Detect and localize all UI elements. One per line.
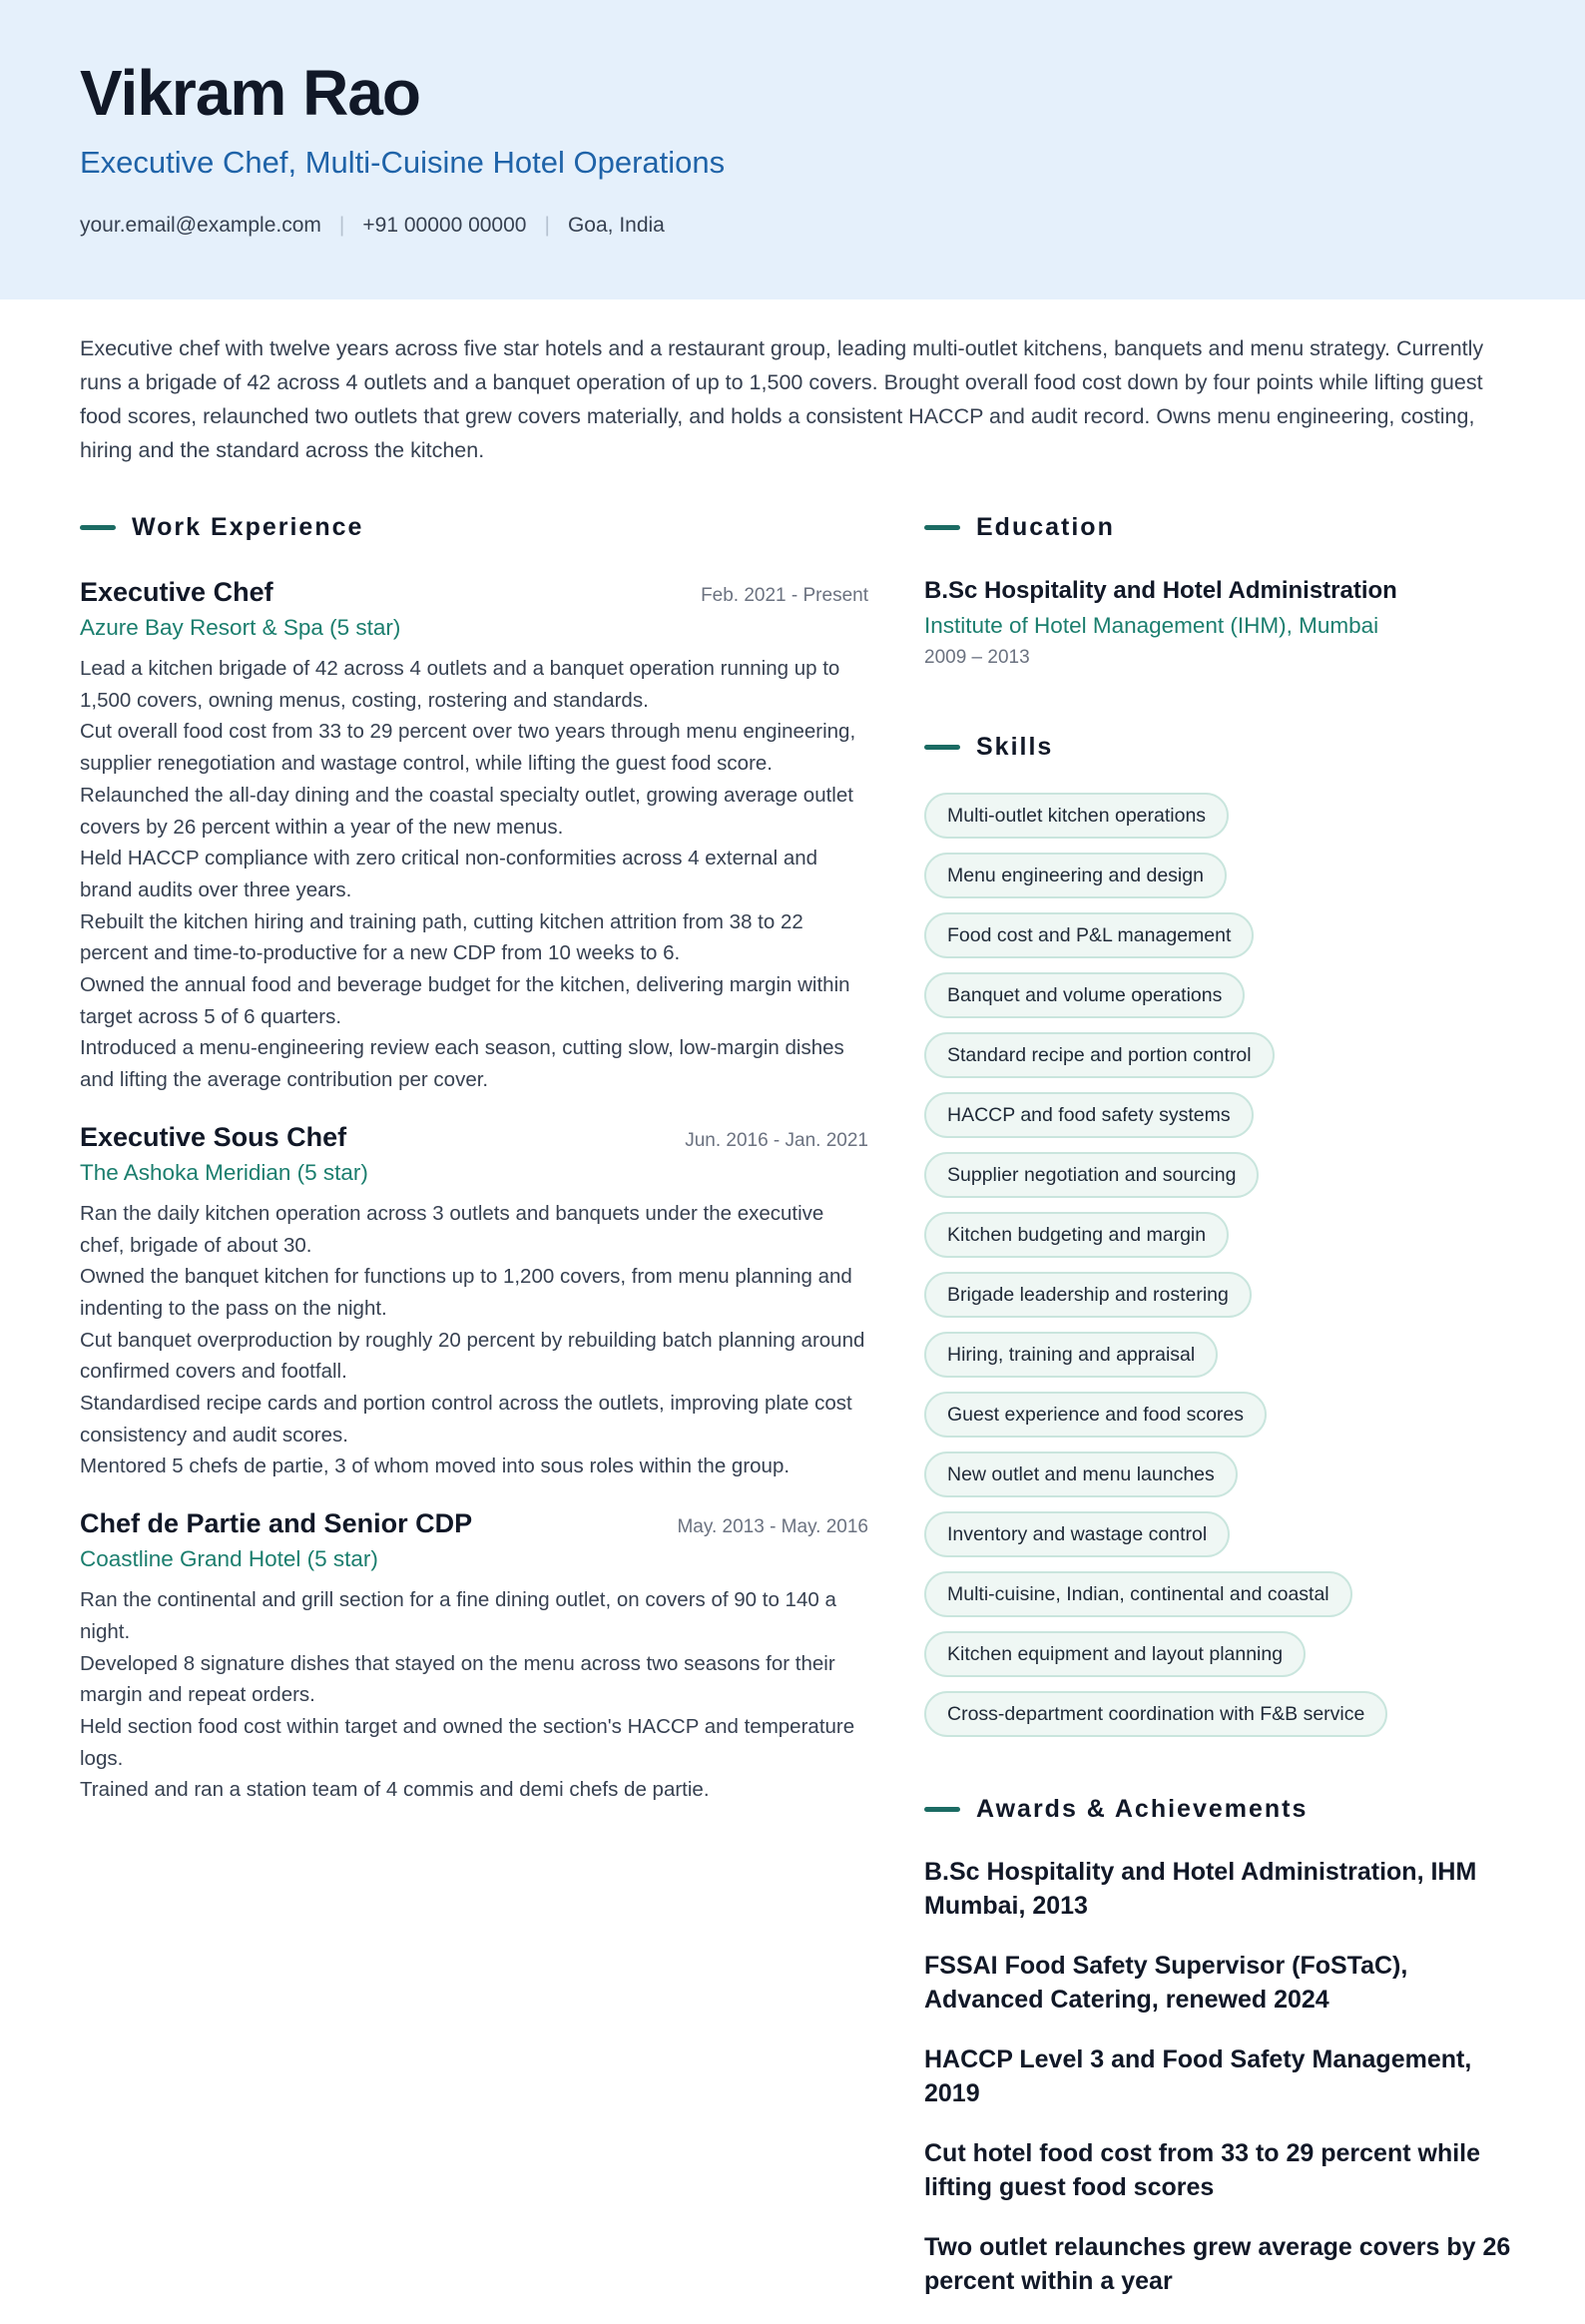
work-experience-title: Work Experience <box>132 512 364 541</box>
job-bullet: Cut banquet overproduction by roughly 20 percent by rebuilding batch planning around confirmed covers and footfall. <box>80 1328 865 1384</box>
job-company: The Ashoka Meridian (5 star) <box>80 1159 368 1185</box>
job-title: Chef de Partie and Senior CDP <box>80 1508 473 1539</box>
skills-section <box>924 729 1513 1737</box>
job-bullet: Developed 8 signature dishes that stayed on the menu across two seasons for their margin and repeat orders. <box>80 1651 835 1707</box>
skill-chip: Menu engineering and design <box>924 853 1227 898</box>
skill-item <box>924 1152 1259 1198</box>
job-company: Azure Bay Resort & Spa (5 star) <box>80 615 401 640</box>
skill-item <box>924 1092 1254 1138</box>
job-bullet: Rebuilt the kitchen hiring and training path, cutting kitchen attrition from 38 to 22 percent and time-to-productive for a new CDP from 10 weeks to 6. <box>80 909 803 965</box>
sidebar <box>924 509 1513 2324</box>
education-title: Education <box>976 512 1115 541</box>
skill-chip: HACCP and food safety systems <box>924 1092 1254 1138</box>
section-accent-bar <box>80 525 116 530</box>
contact-separator: | <box>338 214 345 237</box>
job-bullet: Owned the annual food and beverage budget for the kitchen, delivering margin within target across 5 of 6 quarters. <box>80 973 850 1028</box>
section-heading <box>80 509 868 545</box>
job-company: Coastline Grand Hotel (5 star) <box>80 1546 378 1572</box>
skill-item <box>924 793 1229 839</box>
education-section <box>924 509 1513 673</box>
skill-chip: Kitchen equipment and layout planning <box>924 1631 1306 1677</box>
contact-email[interactable]: your.email@example.com <box>80 214 321 237</box>
section-heading <box>924 509 1513 545</box>
job-entry <box>80 1504 868 1806</box>
skill-item <box>924 1691 1387 1737</box>
skill-item <box>924 972 1245 1018</box>
job-bullet: Relaunched the all-day dining and the coastal specialty outlet, growing average outlet covers by 26 percent within a year of the new menus. <box>80 783 853 839</box>
skill-chip: Standard recipe and portion control <box>924 1032 1275 1078</box>
job-entry <box>80 573 868 1096</box>
contact-location: Goa, India <box>567 214 665 237</box>
skill-chip: Supplier negotiation and sourcing <box>924 1152 1259 1198</box>
skill-item <box>924 853 1227 898</box>
job-bullet: Held HACCP compliance with zero critical non-conformities across 4 external and brand audits over three years. <box>80 847 818 901</box>
skill-item <box>924 1511 1230 1557</box>
job-list <box>80 573 868 1806</box>
job-bullet: Cut overall food cost from 33 to 29 percent over two years through menu engineering, supplier renegotiation and wastage control, while lifting the guest food score. <box>80 720 856 776</box>
skill-chip: Hiring, training and appraisal <box>924 1332 1218 1378</box>
skills-list <box>924 793 1513 1737</box>
section-heading <box>924 729 1513 765</box>
job-bullet: Ran the daily kitchen operation across 3 outlets and banquets under the executive chef, brigade of about 30. <box>80 1201 824 1257</box>
skill-chip: Multi-outlet kitchen operations <box>924 793 1229 839</box>
award-item: B.Sc Hospitality and Hotel Administration, IHM Mumbai, 2013 <box>924 1858 1477 1920</box>
job-header <box>80 1118 868 1156</box>
job-bullets <box>80 1584 868 1806</box>
award-item: FSSAI Food Safety Supervisor (FoSTaC), Advanced Catering, renewed 2024 <box>924 1952 1408 2014</box>
skill-chip: Brigade leadership and rostering <box>924 1272 1252 1318</box>
job-dates: Jun. 2016 - Jan. 2021 <box>685 1129 868 1151</box>
contact-phone[interactable]: +91 00000 00000 <box>362 214 527 237</box>
job-bullet: Standardised recipe cards and portion control across the outlets, improving plate cost consistency and audit scores. <box>80 1392 852 1447</box>
award-item: Two outlet relaunches grew average covers by 26 percent within a year <box>924 2233 1511 2295</box>
job-bullet: Trained and ran a station team of 4 commis and demi chefs de partie. <box>80 1778 710 1802</box>
awards-title: Awards & Achievements <box>976 1794 1309 1823</box>
education-years: 2009 – 2013 <box>924 647 1030 668</box>
job-bullet: Held section food cost within target and owned the section's HACCP and temperature logs. <box>80 1714 855 1770</box>
skill-chip: New outlet and menu launches <box>924 1452 1238 1497</box>
skill-item <box>924 912 1254 958</box>
skill-chip: Food cost and P&L management <box>924 912 1254 958</box>
section-heading <box>924 1791 1513 1827</box>
job-bullets <box>80 653 868 1096</box>
job-bullet: Ran the continental and grill section for a fine dining outlet, on covers of 90 to 140 a night. <box>80 1588 836 1643</box>
section-accent-bar <box>924 1807 960 1812</box>
contact-separator: | <box>544 214 550 237</box>
skill-chip: Multi-cuisine, Indian, continental and coastal <box>924 1571 1352 1617</box>
candidate-name: Vikram Rao <box>80 57 420 129</box>
job-bullet: Introduced a menu-engineering review each season, cutting slow, low-margin dishes and lifting the average contribution per cover. <box>80 1036 844 1092</box>
job-bullet: Owned the banquet kitchen for functions up to 1,200 covers, from menu planning and indenting to the pass on the night. <box>80 1265 852 1320</box>
job-title: Executive Sous Chef <box>80 1121 347 1152</box>
education-degree: B.Sc Hospitality and Hotel Administration <box>924 577 1397 604</box>
job-dates: May. 2013 - May. 2016 <box>677 1516 868 1538</box>
resume-header <box>0 0 1585 299</box>
award-item: HACCP Level 3 and Food Safety Management, 2019 <box>924 2045 1472 2107</box>
job-bullet: Mentored 5 chefs de partie, 3 of whom moved into sous roles within the group. <box>80 1454 791 1478</box>
work-experience-section <box>80 509 868 1828</box>
section-accent-bar <box>924 525 960 530</box>
skill-chip: Cross-department coordination with F&B service <box>924 1691 1387 1737</box>
job-header <box>80 1504 868 1542</box>
job-entry <box>80 1118 868 1482</box>
job-dates: Feb. 2021 - Present <box>701 585 868 606</box>
job-bullet: Lead a kitchen brigade of 42 across 4 outlets and a banquet operation running up to 1,500 covers, owning menus, costing, rostering and standards. <box>80 657 840 712</box>
awards-list <box>924 1855 1513 2298</box>
awards-section <box>924 1791 1513 2298</box>
skill-chip: Banquet and volume operations <box>924 972 1245 1018</box>
award-item: Cut hotel food cost from 33 to 29 percent while lifting guest food scores <box>924 2139 1481 2201</box>
job-title: Executive Chef <box>80 577 273 607</box>
skills-title: Skills <box>976 732 1054 761</box>
education-school: Institute of Hotel Management (IHM), Mumbai <box>924 613 1379 638</box>
skill-item <box>924 1392 1267 1438</box>
job-bullets <box>80 1198 868 1482</box>
skill-chip: Kitchen budgeting and margin <box>924 1212 1229 1258</box>
candidate-headline: Executive Chef, Multi-Cuisine Hotel Operations <box>80 145 726 180</box>
contact-info <box>80 214 665 238</box>
section-accent-bar <box>924 745 960 750</box>
skill-item <box>924 1332 1218 1378</box>
skill-item <box>924 1452 1238 1497</box>
job-header <box>80 573 868 611</box>
skill-item <box>924 1212 1229 1258</box>
skill-chip: Guest experience and food scores <box>924 1392 1267 1438</box>
skill-item <box>924 1631 1306 1677</box>
skill-item <box>924 1571 1352 1617</box>
skill-item <box>924 1272 1252 1318</box>
skill-chip: Inventory and wastage control <box>924 1511 1230 1557</box>
profile-summary: Executive chef with twelve years across five star hotels and a restaurant group, leading multi-outlet kitchens, banquets and menu strategy. Currently runs a brigade of 42 across 4 outlets and a banquet operation of up to 1,500 covers. Brought overall food cost down by four points while lifting guest food scores, relaunched two outlets that grew covers materially, and holds a consistent HACCP and audit record. Owns menu engineering, costing, hiring and the standard across the kitchen. <box>80 336 1484 462</box>
skill-item <box>924 1032 1275 1078</box>
